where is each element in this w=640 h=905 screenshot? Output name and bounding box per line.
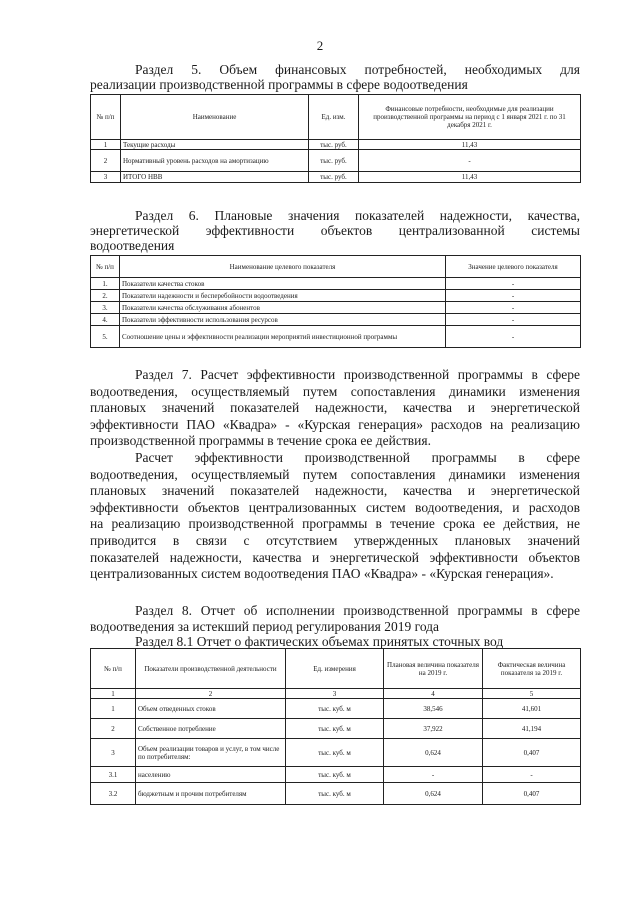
row-num: 4. — [91, 314, 120, 326]
row-num: 1. — [91, 278, 120, 290]
row-num: 3. — [91, 302, 120, 314]
page-number: 2 — [316, 38, 324, 53]
text-line: эффективности объектов централизованных систем водоотведения, и расходов — [90, 499, 580, 515]
header-num: № п/п — [91, 649, 136, 689]
table-row — [91, 172, 581, 183]
table-row — [91, 278, 581, 290]
row-name: Показатели надежности и бесперебойности водоотведения — [120, 290, 446, 302]
text-line: производственной программы в течение срока ее действия. — [90, 433, 431, 449]
row-num: 3 — [91, 172, 121, 183]
row-unit: тыс. руб. — [309, 172, 359, 183]
table-row — [91, 314, 581, 326]
text-line: плановых значений показателей надежности, качества и энергетической — [90, 400, 580, 416]
table-row — [91, 290, 581, 302]
row-name: ИТОГО НВВ — [121, 172, 309, 183]
column-number: 2 — [136, 689, 286, 699]
table-header-row — [91, 649, 581, 689]
row-unit: тыс. куб. м — [286, 719, 384, 739]
row-value: 11,43 — [359, 140, 581, 150]
table-row — [91, 150, 581, 172]
row-plan: 0,624 — [384, 783, 483, 805]
row-fact: 0,407 — [483, 783, 581, 805]
row-num: 2. — [91, 290, 120, 302]
row-name: Нормативный уровень расходов на амортизацию — [121, 150, 309, 172]
row-num: 1 — [91, 699, 136, 719]
table-row — [91, 767, 581, 783]
row-value: - — [446, 302, 581, 314]
table-header-row — [91, 256, 581, 278]
section7-paragraph-1 — [90, 367, 580, 450]
row-unit: тыс. руб. — [309, 150, 359, 172]
row-num: 3.2 — [91, 783, 136, 805]
text-line: водоотведения, осуществляемый путем сопоставления динамики изменения — [90, 466, 580, 482]
header-num: № п/п — [91, 256, 120, 278]
text-line: приводится в связи с отсутствием утвержденных плановых значений — [90, 532, 580, 548]
row-name: Объем реализации товаров и услуг, в том числе по потребителям: — [136, 739, 286, 767]
row-name: Показатели качества стоков — [120, 278, 446, 290]
row-unit: тыс. руб. — [309, 140, 359, 150]
table-row — [91, 326, 581, 348]
column-number-row — [91, 689, 581, 699]
row-plan: 38,546 — [384, 699, 483, 719]
row-value: - — [359, 150, 581, 172]
text-line: показателей надежности, качества и энергетической эффективности объектов — [90, 549, 580, 565]
table-row — [91, 783, 581, 805]
row-num: 5. — [91, 326, 120, 348]
header-value: Значение целевого показателя — [446, 256, 581, 278]
column-number: 5 — [483, 689, 581, 699]
section6-heading-line: водоотведения — [90, 238, 175, 253]
section7-paragraph-2 — [90, 450, 580, 583]
table-row — [91, 302, 581, 314]
text-line: на реализацию производственной программы в течение срока ее действия, не — [90, 516, 580, 532]
row-fact: 41,601 — [483, 699, 581, 719]
section8-heading-line: водоотведения за истекший период регулирования 2019 года — [90, 619, 440, 634]
row-plan: 0,624 — [384, 739, 483, 767]
row-name: Показатели качества обслуживания абонентов — [120, 302, 446, 314]
header-num: № п/п — [91, 95, 121, 140]
row-unit: тыс. куб. м — [286, 699, 384, 719]
header-needs: Финансовые потребности, необходимые для реализации производственной программы на период с 1 января 2021 г. по 31 декабря 2021 г. — [359, 95, 581, 140]
text-line: централизованных систем водоотведения ПАО «Квадра» - «Курская генерация». — [90, 566, 554, 582]
row-plan: - — [384, 767, 483, 783]
header-plan: Плановая величина показателя на 2019 г. — [384, 649, 483, 689]
section8-heading — [90, 603, 580, 635]
section5-heading-line: реализации производственной программы в сфере водоотведения — [90, 77, 468, 92]
section6-heading-line: Раздел 6. Плановые значения показателей надежности, качества, — [135, 208, 580, 223]
row-name: населению — [136, 767, 286, 783]
section8-heading-line: Раздел 8. Отчет об исполнении производственной программы в сфере — [135, 603, 580, 618]
text-line: водоотведения, осуществляемый путем сопоставления динамики изменения — [90, 383, 580, 399]
row-value: - — [446, 314, 581, 326]
table-row — [91, 739, 581, 767]
section8-table — [90, 648, 581, 805]
table-row — [91, 699, 581, 719]
section6-table — [90, 255, 581, 348]
column-number: 4 — [384, 689, 483, 699]
row-num: 1 — [91, 140, 121, 150]
table-header-row — [91, 95, 581, 140]
header-name: Наименование — [121, 95, 309, 140]
row-name: бюджетным и прочим потребителям — [136, 783, 286, 805]
row-fact: 41,194 — [483, 719, 581, 739]
section5-heading-line: Раздел 5. Объем финансовых потребностей, необходимых для — [135, 62, 580, 77]
row-name: Собственное потребление — [136, 719, 286, 739]
text-line: плановых значений показателей надежности, качества и энергетической — [90, 483, 580, 499]
table-row — [91, 719, 581, 739]
table-row — [91, 140, 581, 150]
section6-heading-line: энергетической эффективности объектов централизованной системы — [90, 223, 580, 238]
header-name: Показатели производственной деятельности — [136, 649, 286, 689]
row-num: 3 — [91, 739, 136, 767]
row-name: Показатели эффективности использования ресурсов — [120, 314, 446, 326]
header-unit: Ед. измерения — [286, 649, 384, 689]
row-plan: 37,922 — [384, 719, 483, 739]
column-number: 1 — [91, 689, 136, 699]
section5-table — [90, 94, 581, 183]
header-name: Наименование целевого показателя — [120, 256, 446, 278]
row-num: 2 — [91, 719, 136, 739]
header-unit: Ед. изм. — [309, 95, 359, 140]
row-num: 2 — [91, 150, 121, 172]
header-fact: Фактическая величина показателя за 2019 г. — [483, 649, 581, 689]
text-line: Раздел 7. Расчет эффективности производственной программы в сфере — [135, 367, 580, 382]
row-unit: тыс. куб. м — [286, 783, 384, 805]
text-line: Расчет эффективности производственной программы в сфере — [135, 450, 580, 465]
row-unit: тыс. куб. м — [286, 739, 384, 767]
row-num: 3.1 — [91, 767, 136, 783]
row-name: Текущие расходы — [121, 140, 309, 150]
row-name: Соотношение цены и эффективности реализации мероприятий инвестиционной программы — [120, 326, 446, 348]
row-name: Объем отведенных стоков — [136, 699, 286, 719]
row-value: - — [446, 278, 581, 290]
row-value: - — [446, 290, 581, 302]
row-value: 11,43 — [359, 172, 581, 183]
row-fact: 0,407 — [483, 739, 581, 767]
section5-heading — [90, 62, 580, 92]
row-fact: - — [483, 767, 581, 783]
row-value: - — [446, 326, 581, 348]
row-unit: тыс. куб. м — [286, 767, 384, 783]
text-line: эффективности ПАО «Квадра» - «Курская генерация» расходов на реализацию — [90, 416, 580, 432]
section6-heading — [90, 208, 580, 253]
column-number: 3 — [286, 689, 384, 699]
section8-subheading: Раздел 8.1 Отчет о фактических объемах принятых сточных вод — [135, 634, 504, 649]
